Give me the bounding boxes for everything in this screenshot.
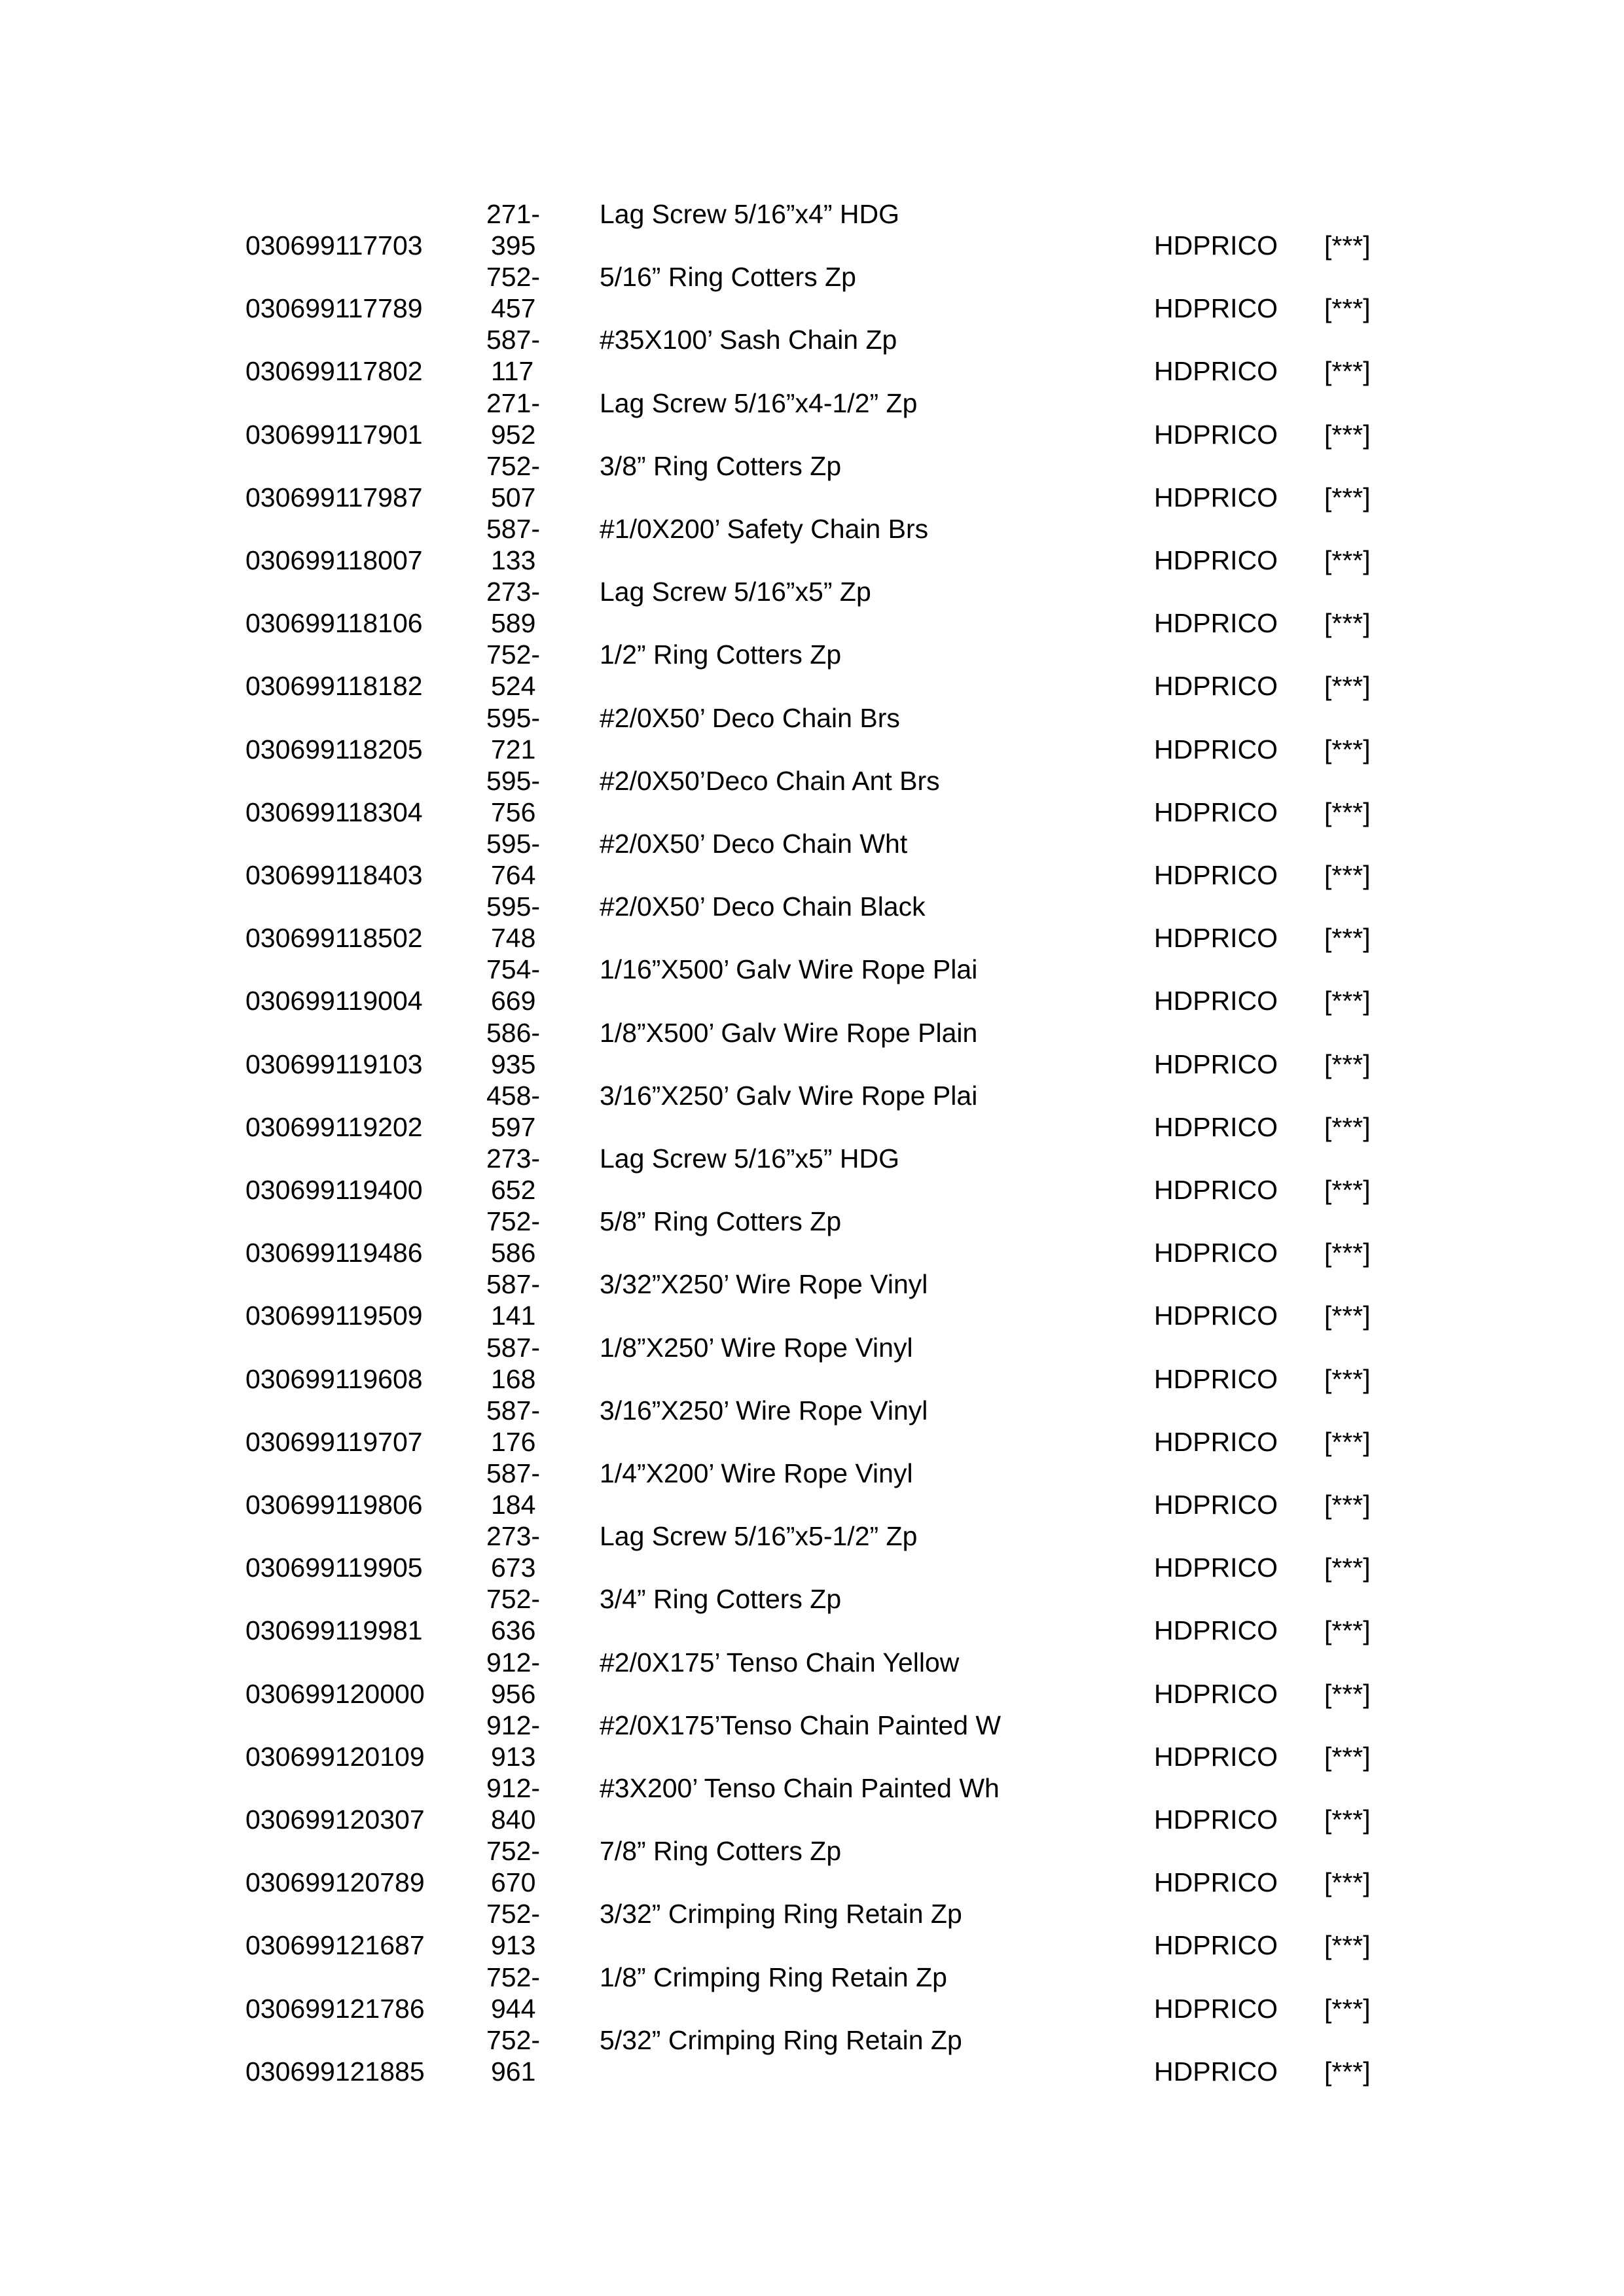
table-row [0,1395,1624,1458]
upc-code: 030699118502 [245,923,423,953]
item-description: 1/8” Crimping Ring Retain Zp [600,1962,947,1992]
vendor-code: HDPRICO [1154,1364,1278,1394]
sku-suffix: 913 [491,1742,536,1772]
upc-code: 030699118182 [245,671,423,701]
upc-code: 030699120307 [245,1804,425,1835]
sku-prefix: 912- [486,1773,541,1803]
price-redacted: [***] [1324,1300,1371,1331]
sku-suffix: 748 [491,923,536,953]
table-row [0,198,1624,261]
vendor-code: HDPRICO [1154,734,1278,764]
sku-prefix: 752- [486,1584,541,1614]
table-row [0,513,1624,576]
sku-prefix: 587- [486,1458,541,1488]
vendor-code: HDPRICO [1154,923,1278,953]
upc-code: 030699119004 [245,986,423,1016]
sku-suffix: 636 [491,1615,536,1645]
upc-code: 030699118304 [245,797,423,827]
sku-suffix: 117 [491,356,534,386]
table-row [0,828,1624,891]
sku-suffix: 395 [491,230,536,260]
item-description: 3/16”X250’ Wire Rope Vinyl [600,1395,928,1426]
price-redacted: [***] [1324,545,1371,575]
sku-suffix: 168 [491,1364,536,1394]
vendor-code: HDPRICO [1154,986,1278,1016]
table-row [0,1080,1624,1143]
upc-code: 030699119981 [245,1615,423,1645]
upc-code: 030699117703 [245,230,423,260]
item-description: 1/16”X500’ Galv Wire Rope Plai [600,954,978,984]
table-row [0,1458,1624,1520]
table-row [0,387,1624,450]
table-row [0,1898,1624,1961]
table-row [0,702,1624,765]
item-description: #2/0X50’ Deco Chain Brs [600,703,900,733]
item-description: 1/8”X250’ Wire Rope Vinyl [600,1333,913,1363]
vendor-code: HDPRICO [1154,293,1278,323]
upc-code: 030699117802 [245,356,423,386]
item-description: 1/2” Ring Cotters Zp [600,639,842,670]
sku-suffix: 673 [491,1552,536,1583]
vendor-code: HDPRICO [1154,230,1278,260]
sku-prefix: 754- [486,954,541,984]
sku-suffix: 457 [491,293,536,323]
item-description: Lag Screw 5/16”x4” HDG [600,199,900,229]
item-description: Lag Screw 5/16”x5” HDG [600,1143,900,1174]
price-redacted: [***] [1324,1615,1371,1645]
price-redacted: [***] [1324,1930,1371,1960]
table-row [0,576,1624,639]
sku-suffix: 952 [491,420,536,450]
price-redacted: [***] [1324,734,1371,764]
upc-code: 030699119806 [245,1490,423,1520]
price-redacted: [***] [1324,2056,1371,2087]
upc-code: 030699119400 [245,1175,423,1205]
sku-suffix: 961 [491,2056,536,2087]
table-row [0,1710,1624,1772]
item-description: #2/0X175’Tenso Chain Painted W [600,1710,1001,1740]
vendor-code: HDPRICO [1154,482,1278,512]
vendor-code: HDPRICO [1154,545,1278,575]
vendor-code: HDPRICO [1154,608,1278,638]
sku-suffix: 913 [491,1930,536,1960]
item-description: #3X200’ Tenso Chain Painted Wh [600,1773,1000,1803]
table-row [0,261,1624,324]
upc-code: 030699120789 [245,1867,425,1897]
price-redacted: [***] [1324,1427,1371,1457]
sku-prefix: 587- [486,325,541,355]
sku-prefix: 587- [486,1395,541,1426]
sku-suffix: 840 [491,1804,536,1835]
vendor-code: HDPRICO [1154,1679,1278,1709]
sku-suffix: 133 [491,545,536,575]
vendor-code: HDPRICO [1154,1994,1278,2024]
table-row [0,1206,1624,1268]
vendor-code: HDPRICO [1154,1175,1278,1205]
sku-suffix: 669 [491,986,536,1016]
sku-suffix: 586 [491,1238,536,1268]
upc-code: 030699119486 [245,1238,423,1268]
table-row [0,1835,1624,1898]
upc-code: 030699119608 [245,1364,423,1394]
upc-code: 030699117901 [245,420,423,450]
item-description: 3/16”X250’ Galv Wire Rope Plai [600,1081,978,1111]
sku-suffix: 956 [491,1679,536,1709]
sku-prefix: 752- [486,2025,541,2055]
upc-code: 030699118205 [245,734,423,764]
upc-code: 030699119103 [245,1049,423,1079]
sku-prefix: 273- [486,577,541,607]
table-row [0,1962,1624,2024]
price-redacted: [***] [1324,608,1371,638]
sku-suffix: 935 [491,1049,536,1079]
sku-prefix: 752- [486,451,541,481]
upc-code: 030699119509 [245,1300,423,1331]
vendor-code: HDPRICO [1154,420,1278,450]
price-redacted: [***] [1324,797,1371,827]
price-redacted: [***] [1324,1742,1371,1772]
price-redacted: [***] [1324,1679,1371,1709]
price-redacted: [***] [1324,1238,1371,1268]
price-redacted: [***] [1324,1804,1371,1835]
table-row [0,1520,1624,1583]
vendor-code: HDPRICO [1154,1490,1278,1520]
price-redacted: [***] [1324,1364,1371,1394]
sku-prefix: 587- [486,514,541,544]
upc-code: 030699119707 [245,1427,423,1457]
price-redacted: [***] [1324,1994,1371,2024]
price-redacted: [***] [1324,860,1371,890]
sku-suffix: 944 [491,1994,536,2024]
upc-code: 030699119905 [245,1552,423,1583]
item-description: 5/16” Ring Cotters Zp [600,262,856,292]
sku-prefix: 752- [486,262,541,292]
vendor-code: HDPRICO [1154,1238,1278,1268]
price-redacted: [***] [1324,356,1371,386]
sku-prefix: 595- [486,829,541,859]
upc-code: 030699120109 [245,1742,425,1772]
upc-code: 030699118007 [245,545,423,575]
item-description: 3/32” Crimping Ring Retain Zp [600,1899,962,1929]
vendor-code: HDPRICO [1154,1930,1278,1960]
vendor-code: HDPRICO [1154,356,1278,386]
sku-prefix: 458- [486,1081,541,1111]
item-description: #2/0X50’ Deco Chain Wht [600,829,908,859]
item-description: #35X100’ Sash Chain Zp [600,325,897,355]
sku-prefix: 752- [486,1899,541,1929]
vendor-code: HDPRICO [1154,1615,1278,1645]
sku-prefix: 271- [486,199,541,229]
price-redacted: [***] [1324,923,1371,953]
table-row [0,1332,1624,1395]
upc-code: 030699119202 [245,1112,423,1142]
vendor-code: HDPRICO [1154,1742,1278,1772]
vendor-code: HDPRICO [1154,1112,1278,1142]
sku-prefix: 752- [486,1836,541,1866]
sku-prefix: 595- [486,766,541,796]
table-row [0,765,1624,828]
vendor-code: HDPRICO [1154,860,1278,890]
sku-prefix: 586- [486,1018,541,1048]
item-description: 7/8” Ring Cotters Zp [600,1836,842,1866]
price-redacted: [***] [1324,1175,1371,1205]
sku-prefix: 912- [486,1647,541,1677]
item-description: #2/0X50’ Deco Chain Black [600,891,926,922]
price-redacted: [***] [1324,230,1371,260]
upc-code: 030699118106 [245,608,423,638]
item-description: 5/8” Ring Cotters Zp [600,1206,842,1236]
vendor-code: HDPRICO [1154,2056,1278,2087]
sku-suffix: 524 [491,671,536,701]
price-redacted: [***] [1324,1552,1371,1583]
sku-prefix: 752- [486,1962,541,1992]
table-row [0,891,1624,954]
vendor-code: HDPRICO [1154,1804,1278,1835]
price-redacted: [***] [1324,1867,1371,1897]
sku-prefix: 912- [486,1710,541,1740]
sku-suffix: 507 [491,482,536,512]
upc-code: 030699118403 [245,860,423,890]
item-description: 1/8”X500’ Galv Wire Rope Plain [600,1018,978,1048]
item-description: Lag Screw 5/16”x5-1/2” Zp [600,1521,918,1551]
item-description: Lag Screw 5/16”x5” Zp [600,577,871,607]
table-row [0,1772,1624,1835]
vendor-code: HDPRICO [1154,1867,1278,1897]
table-row [0,954,1624,1016]
vendor-code: HDPRICO [1154,1552,1278,1583]
sku-suffix: 756 [491,797,536,827]
price-redacted: [***] [1324,482,1371,512]
table-row [0,324,1624,387]
vendor-code: HDPRICO [1154,1049,1278,1079]
vendor-code: HDPRICO [1154,671,1278,701]
upc-code: 030699120000 [245,1679,425,1709]
sku-prefix: 271- [486,388,541,418]
table-row [0,1143,1624,1206]
table-row [0,1017,1624,1080]
sku-suffix: 589 [491,608,536,638]
table-row [0,450,1624,513]
upc-code: 030699117789 [245,293,423,323]
vendor-code: HDPRICO [1154,1300,1278,1331]
vendor-code: HDPRICO [1154,797,1278,827]
table-row [0,1647,1624,1710]
upc-code: 030699121885 [245,2056,425,2087]
sku-prefix: 752- [486,1206,541,1236]
sku-suffix: 721 [491,734,536,764]
sku-suffix: 597 [491,1112,536,1142]
sku-prefix: 587- [486,1333,541,1363]
sku-prefix: 273- [486,1521,541,1551]
sku-prefix: 595- [486,891,541,922]
item-description: #1/0X200’ Safety Chain Brs [600,514,929,544]
item-description: 5/32” Crimping Ring Retain Zp [600,2025,962,2055]
upc-code: 030699121687 [245,1930,425,1960]
upc-code: 030699117987 [245,482,423,512]
sku-suffix: 670 [491,1867,536,1897]
price-redacted: [***] [1324,420,1371,450]
item-description: #2/0X175’ Tenso Chain Yellow [600,1647,960,1677]
sku-suffix: 652 [491,1175,536,1205]
sku-prefix: 595- [486,703,541,733]
vendor-code: HDPRICO [1154,1427,1278,1457]
table-row [0,639,1624,702]
sku-prefix: 587- [486,1269,541,1299]
table-row [0,1583,1624,1646]
sku-prefix: 273- [486,1143,541,1174]
table-row [0,2024,1624,2087]
item-description: 3/8” Ring Cotters Zp [600,451,842,481]
item-description: Lag Screw 5/16”x4-1/2” Zp [600,388,918,418]
item-description: 3/4” Ring Cotters Zp [600,1584,842,1614]
upc-code: 030699121786 [245,1994,425,2024]
sku-suffix: 176 [491,1427,536,1457]
sku-suffix: 141 [491,1300,536,1331]
price-redacted: [***] [1324,671,1371,701]
item-description: 1/4”X200’ Wire Rope Vinyl [600,1458,913,1488]
price-redacted: [***] [1324,293,1371,323]
price-redacted: [***] [1324,1112,1371,1142]
item-description: #2/0X50’Deco Chain Ant Brs [600,766,940,796]
sku-suffix: 184 [491,1490,536,1520]
price-redacted: [***] [1324,986,1371,1016]
sku-prefix: 752- [486,639,541,670]
item-description: 3/32”X250’ Wire Rope Vinyl [600,1269,928,1299]
sku-suffix: 764 [491,860,536,890]
price-redacted: [***] [1324,1049,1371,1079]
price-redacted: [***] [1324,1490,1371,1520]
table-row [0,1268,1624,1331]
